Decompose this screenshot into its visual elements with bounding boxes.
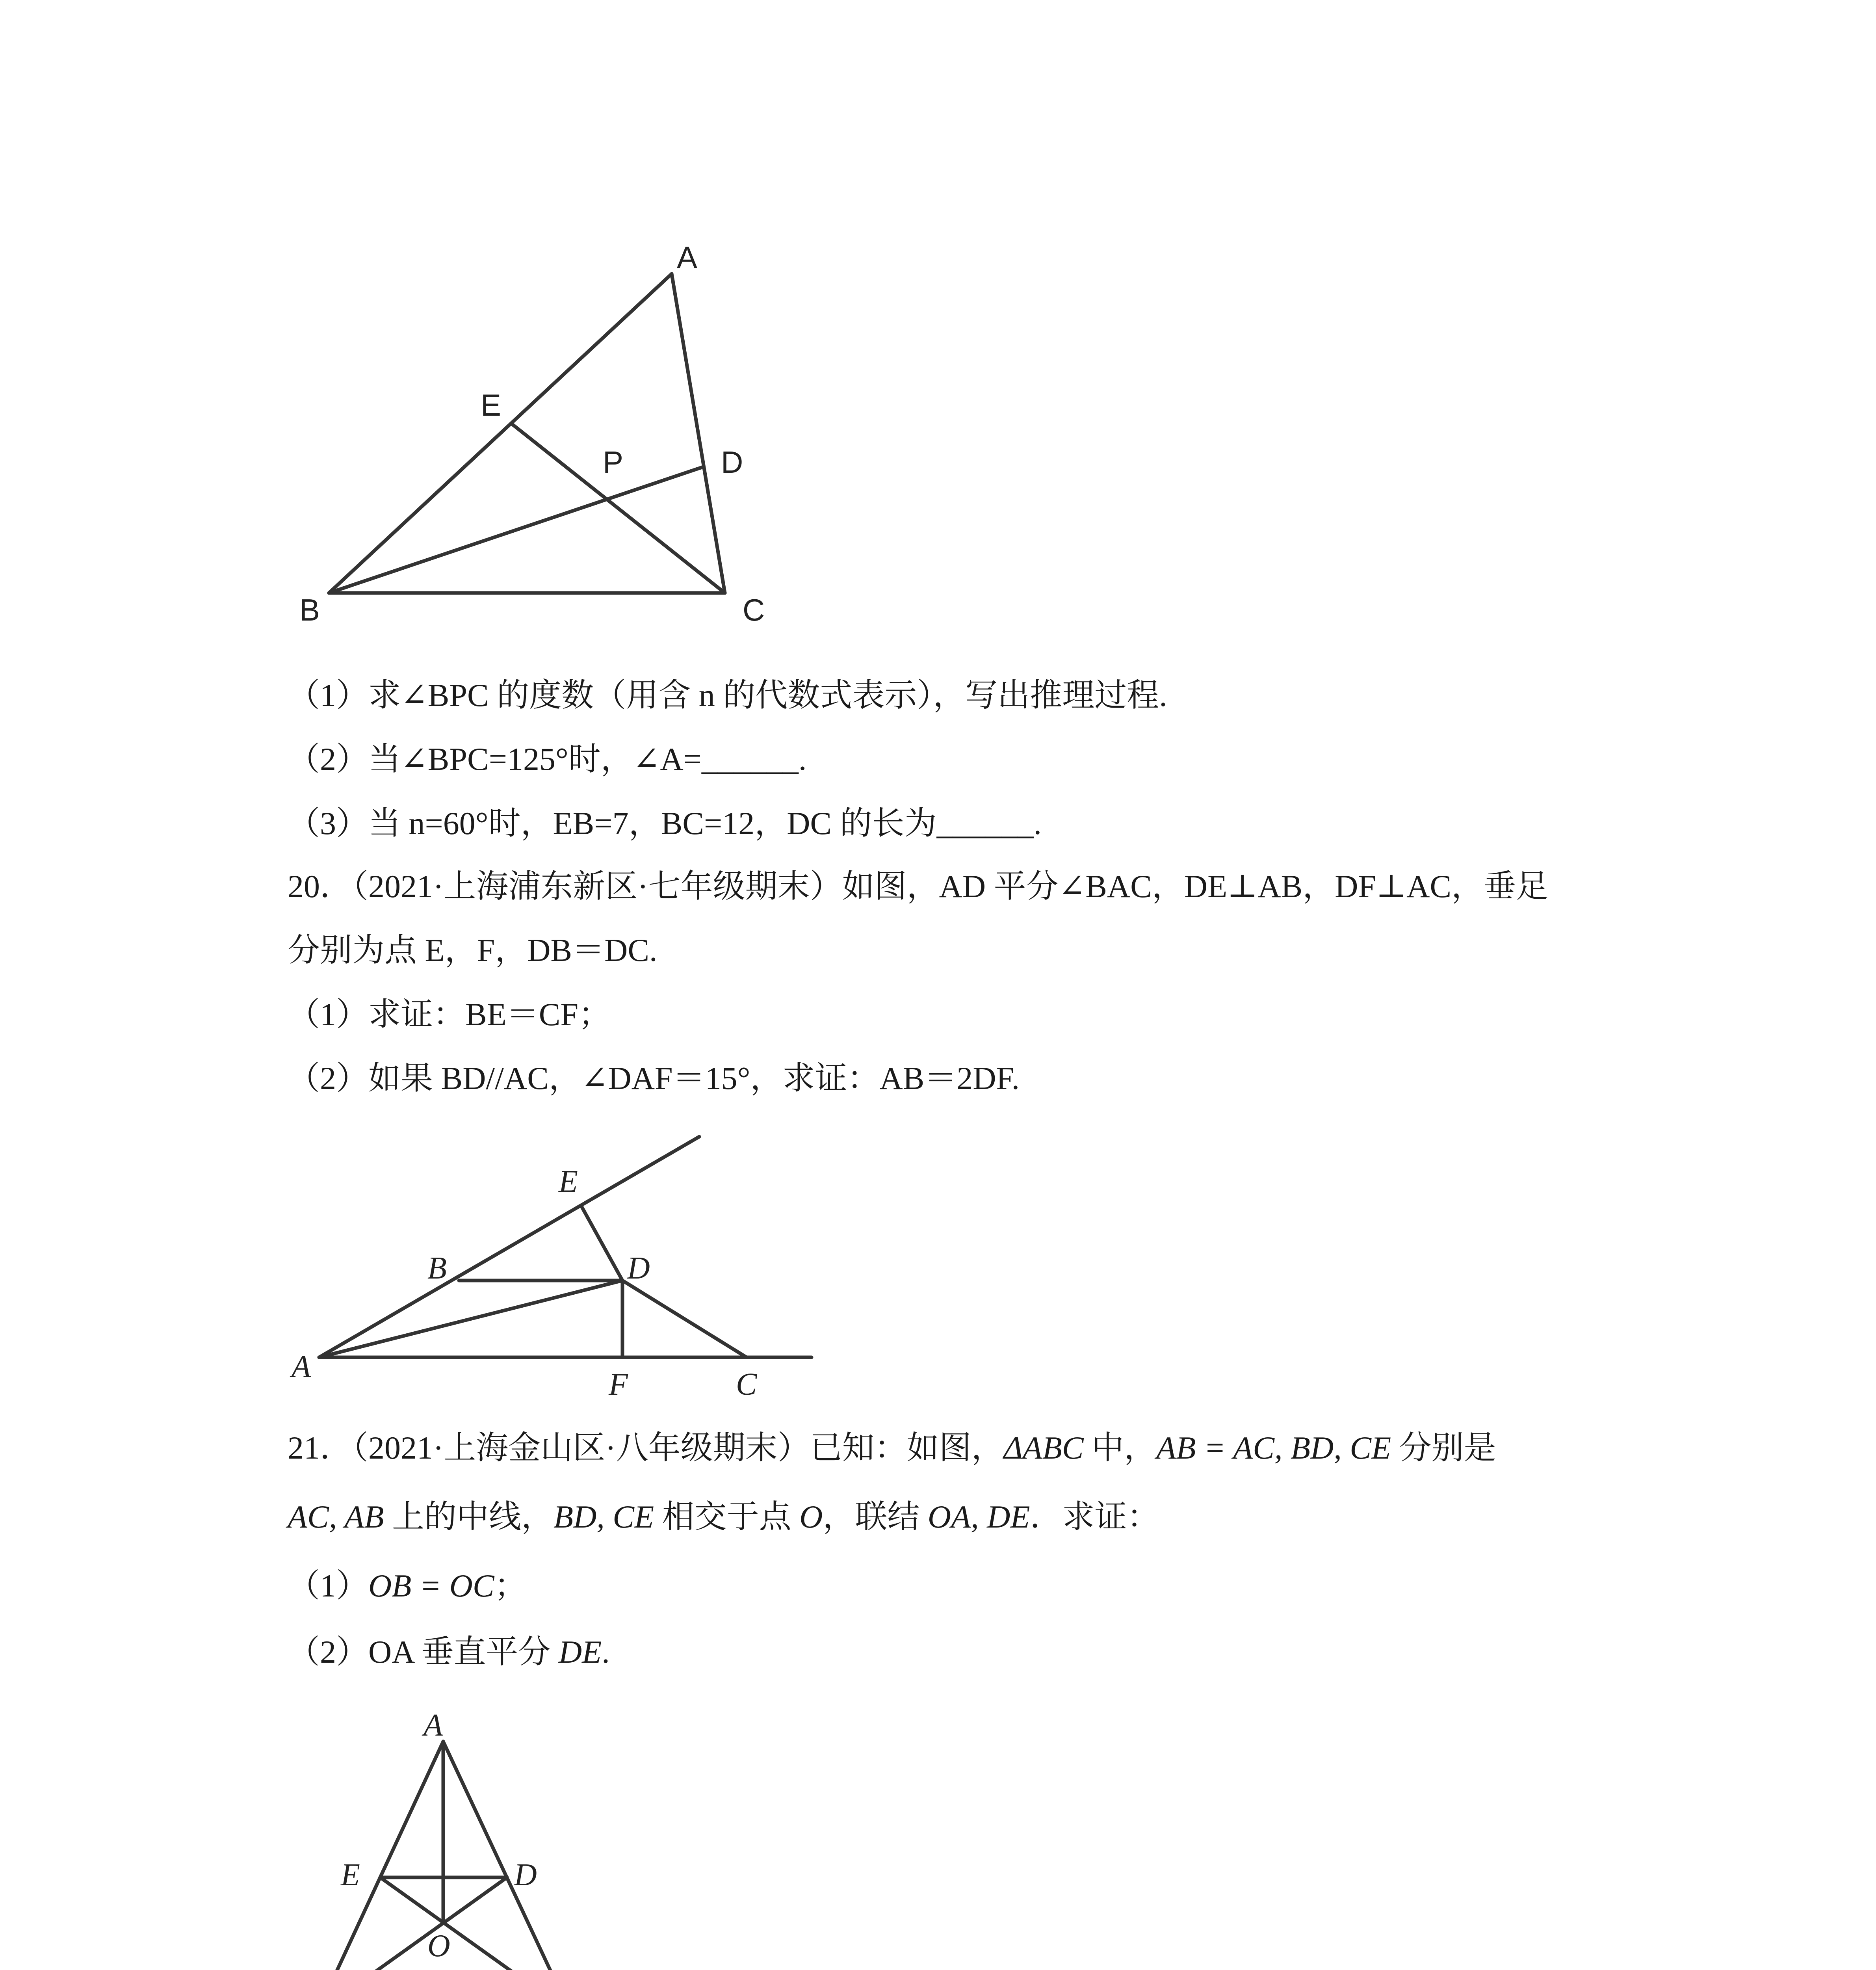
q21-math-ob-oc: OB = OC xyxy=(368,1568,494,1604)
q21-math-ab-ac: AB = AC, BD, CE xyxy=(1156,1430,1391,1466)
q19-part2: （2）当∠BPC=125°时，∠A=______. xyxy=(288,741,807,777)
label-a: A xyxy=(677,240,698,275)
q21-part2 xyxy=(288,1630,610,1674)
q20-part2: （2）如果 BD//AC，∠DAF＝15°，求证：AB＝2DF. xyxy=(288,1060,1020,1096)
q21-text-2d: 相交于点 xyxy=(654,1499,800,1535)
q21-part2-text: （2）OA 垂直平分 xyxy=(288,1634,559,1670)
q20-stem-line2: 分别为点 E，F，DB＝DC. xyxy=(288,932,658,968)
q21-math-ac-ab: AC, AB xyxy=(288,1499,384,1535)
label-a: A xyxy=(423,1708,443,1743)
segment-de xyxy=(581,1206,622,1280)
label-b: B xyxy=(427,1251,447,1286)
q20-part1: （1）求证：BE＝CF； xyxy=(288,996,611,1032)
segment-ac xyxy=(672,274,725,593)
q21-text-1a: 21．（2021·上海金山区·八年级期末）已知：如图， xyxy=(288,1430,1004,1466)
label-e: E xyxy=(341,1858,360,1892)
q21-text-2h: ．求证： xyxy=(1030,1499,1159,1535)
segment-ad xyxy=(319,1280,622,1357)
figure-triangle-bpc xyxy=(276,221,827,654)
q21-text-2b: 上的中线， xyxy=(384,1499,554,1535)
q21-math-o: O xyxy=(799,1499,823,1535)
label-e: E xyxy=(481,388,502,422)
label-b: B xyxy=(299,593,320,627)
q21-part1 xyxy=(288,1564,527,1608)
q19-part1: （1）求∠BPC 的度数（用含 n 的代数式表示），写出推理过程. xyxy=(288,677,1167,713)
q21-stem-line2 xyxy=(288,1495,1159,1539)
q21-math-triangle: ΔABC xyxy=(1003,1430,1084,1466)
q19-part3: （3）当 n=60°时，EB=7，BC=12，DC 的长为______. xyxy=(288,805,1042,841)
q21-math-de: DE xyxy=(558,1634,602,1670)
segment-dc xyxy=(622,1280,747,1357)
segment-ab xyxy=(329,274,672,593)
figure-isosceles-medians xyxy=(276,1694,630,1970)
figure-angle-bisector xyxy=(276,1123,847,1411)
label-d: D xyxy=(721,445,743,479)
q21-text-1c: 中， xyxy=(1083,1430,1157,1466)
q21-text-2f: ，联结 xyxy=(823,1499,928,1535)
q21-math-oa-de: OA, DE xyxy=(927,1499,1030,1535)
q21-text-1e: 分别是 xyxy=(1391,1430,1496,1466)
label-f: F xyxy=(609,1367,628,1402)
q21-part2-end: . xyxy=(602,1634,610,1670)
label-e: E xyxy=(559,1164,578,1199)
label-d: D xyxy=(514,1858,537,1892)
label-d: D xyxy=(627,1251,650,1286)
label-p: P xyxy=(603,445,624,479)
q21-part1-num: （1） xyxy=(288,1568,369,1604)
label-c: C xyxy=(736,1367,757,1402)
label-a: A xyxy=(292,1349,311,1384)
q20-stem-line1: 20．（2021·上海浦东新区·七年级期末）如图，AD 平分∠BAC，DE⊥AB，DF⊥AC，垂足 xyxy=(288,868,1549,904)
q21-stem-line1 xyxy=(288,1426,1496,1470)
q21-math-bd-ce: BD, CE xyxy=(554,1499,654,1535)
label-o: O xyxy=(427,1929,450,1963)
ray-ae xyxy=(319,1137,699,1357)
label-c: C xyxy=(743,593,765,627)
q21-part1-end: ； xyxy=(494,1568,527,1604)
